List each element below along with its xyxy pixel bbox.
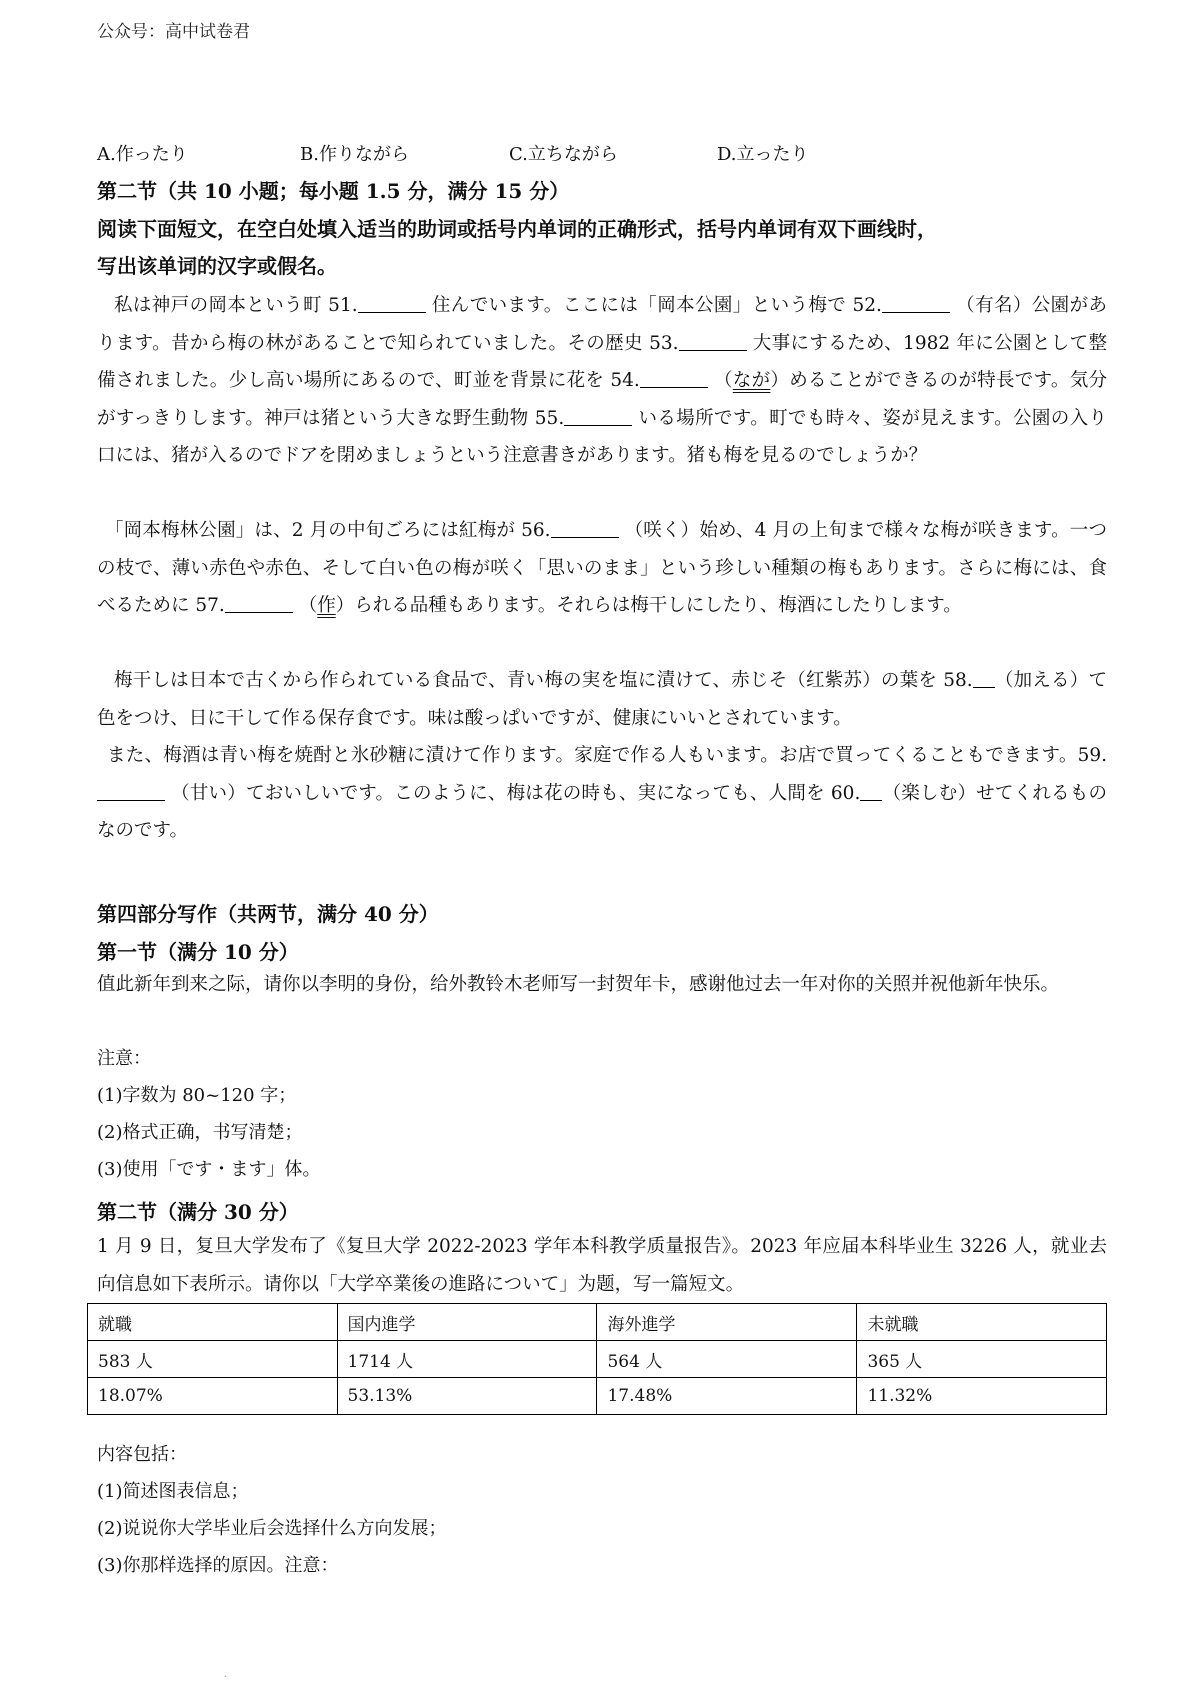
passage-paragraph-2: 「岡本梅林公園」は、2 月の中旬ごろには紅梅が 56. （咲く）始め、4 月の上旬まで様々な梅が咲きます。一つの枝で、薄い赤色や赤色、そして白い色の梅が咲く「思いのまま」という珍しい種類の梅もあります。さらに梅には、食べるために 57. （作）られる品種もあります。それらは梅干しにしたり、梅酒にしたりします。 (97, 520, 1107, 617)
requirement-3: (3)使用「です・ます」体。 (97, 1159, 321, 1180)
blank-54 (640, 369, 708, 388)
blank-52 (882, 294, 950, 313)
table-cell: 17.48% (597, 1378, 857, 1415)
option-c: C.立ちながら (509, 144, 618, 165)
passage-paragraph-1: 私は神戸の岡本という町 51. 住んでいます。ここには「岡本公園」という梅で 52. （有名）公園があります。昔から梅の林があることで知られていました。その歴史 53. 大事にするため、1982 年に公園として整備されました。少し高い場所にあるので、町並を背景に花を 54. （なが）めることができるのが特長です。気分がすっきりします。神戸は猪という大きな野生動物 55. いる場所です。町でも時々、姿が見えます。公園の入り口には、猪が入るのでドアを閉めましょうという注意書きがあります。猪も梅を見るのでしょうか？ (97, 295, 1108, 467)
part4-title: 第四部分写作（共两节，满分 40 分） (97, 902, 439, 926)
table-cell: 564 人 (597, 1341, 857, 1378)
table-row (88, 1378, 1107, 1415)
part4-section2-title: 第二节（满分 30 分） (97, 1200, 299, 1224)
table-cell: 583 人 (88, 1341, 338, 1378)
section2-instruction-line2: 写出该单词的汉字或假名。 (97, 254, 337, 278)
requirement-2: (2)格式正确，书写清楚； (97, 1122, 303, 1143)
footer-mark: · (224, 1672, 228, 1683)
content-item-1: (1)简述图表信息； (97, 1481, 249, 1502)
part4-section1-title: 第一节（满分 10 分） (97, 940, 299, 964)
blank-58 (973, 669, 995, 688)
blank-60 (860, 782, 882, 801)
double-underlined-word: なが (732, 370, 771, 392)
section2-title: 第二节（共 10 小题；每小题 1.5 分，满分 15 分） (97, 179, 570, 203)
table-cell: 11.32% (857, 1378, 1107, 1415)
part4-section2-prompt: 1 月 9 日，复旦大学发布了《复旦大学 2022-2023 学年本科教学质量报告》。2023 年应届本科毕业生 3226 人，就业去向信息如下表所示。请你以「大学卒業後の進路について」为题，写一篇短文。 (97, 1236, 1107, 1295)
table-cell: 53.13% (337, 1378, 597, 1415)
content-label: 内容包括： (97, 1444, 187, 1465)
blank-53 (679, 332, 747, 351)
table-row (88, 1304, 1107, 1341)
note-label: 注意： (97, 1048, 151, 1069)
option-b: B.作りながら (300, 144, 409, 165)
table-row (88, 1341, 1107, 1378)
header-source-label: 公众号：高中试卷君 (97, 22, 250, 42)
blank-55 (564, 407, 632, 426)
passage-paragraph-3: 梅干しは日本で古くから作られている食品で、青い梅の実を塩に漬けて、赤じそ（红紫苏）の葉を 58. （加える）て色をつけ、日に干して作る保存食です。味は酸っぱいですが、健康にいいとされています。 (97, 670, 1107, 729)
content-item-2: (2)说说你大学毕业后会选择什么方向发展； (97, 1518, 447, 1539)
table-header-cell: 未就職 (857, 1304, 1107, 1341)
section2-instruction-line1: 阅读下面短文，在空白处填入适当的助词或括号内单词的正确形式，括号内单词有双下画线时， (97, 217, 937, 241)
option-d: D.立ったり (717, 144, 809, 165)
part4-section1-prompt: 值此新年到来之际，请你以李明的身份，给外教铃木老师写一封贺年卡，感谢他过去一年对你的关照并祝他新年快乐。 (97, 974, 1060, 995)
table-cell: 18.07% (88, 1378, 338, 1415)
table-header-cell: 海外進学 (597, 1304, 857, 1341)
blank-57 (225, 594, 293, 613)
blank-51 (358, 294, 426, 313)
option-a: A.作ったり (97, 144, 188, 165)
table-cell: 1714 人 (337, 1341, 597, 1378)
passage-paragraph-4: また、梅酒は青い梅を焼酎と氷砂糖に漬けて作ります。家庭で作る人もいます。お店で買ってくることもできます。59. （甘い）ておいしいです。このように、梅は花の時も、実になっても、人間を 60. （楽しむ）せてくれるものなのです。 (97, 745, 1107, 842)
double-underlined-word: 作 (317, 595, 336, 617)
employment-table (87, 1303, 1107, 1415)
table-header-cell: 就職 (88, 1304, 338, 1341)
content-item-3: (3)你那样选择的原因。注意： (97, 1555, 339, 1576)
blank-59 (97, 782, 165, 801)
blank-56 (551, 519, 619, 538)
requirement-1: (1)字数为 80~120 字； (97, 1085, 297, 1106)
table-cell: 365 人 (857, 1341, 1107, 1378)
table-header-cell: 国内進学 (337, 1304, 597, 1341)
